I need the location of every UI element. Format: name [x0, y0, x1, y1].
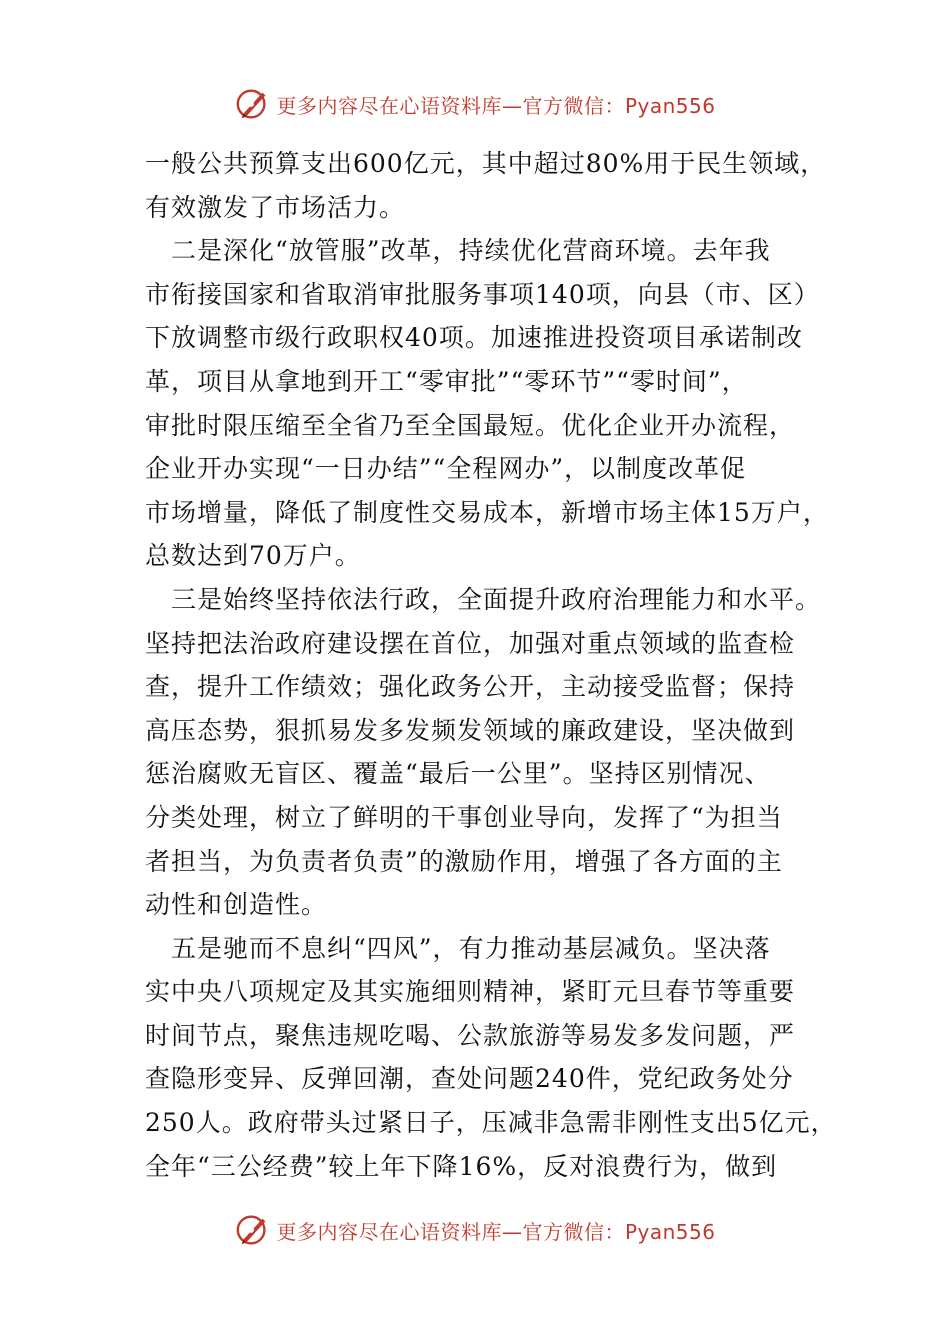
text-line: 高压态势，狠抓易发多发频发领域的廉政建设，坚决做到	[145, 715, 796, 745]
text-line: 时间节点，聚焦违规吃喝、公款旅游等易发多发问题，严	[145, 1020, 796, 1050]
text-line: 查隐形变异、反弹回潮，查处问题240件，党纪政务处分	[145, 1064, 794, 1094]
footer-banner-text: 更多内容尽在心语资料库—官方微信：Pyan556	[276, 1219, 716, 1244]
text-line: 下放调整市级行政职权40项。加速推进投资项目承诺制改	[145, 323, 803, 353]
text-line: 坚持把法治政府建设摆在首位，加强对重点领域的监查检	[145, 628, 796, 658]
footer-banner	[0, 1210, 950, 1250]
text-line: 市衔接国家和省取消审批服务事项140项，向县（市、区）	[145, 279, 820, 309]
text-line: 分类处理，树立了鲜明的干事创业导向，发挥了“为担当	[145, 802, 783, 832]
text-line: 审批时限压缩至全省乃至全国最短。优化企业开办流程，	[145, 410, 796, 440]
text-line: 动性和创造性。	[145, 890, 328, 920]
text-line: 者担当，为负责者负责”的激励作用，增强了各方面的主	[145, 846, 783, 876]
text-line: 总数达到70万户。	[145, 541, 361, 571]
text-line: 查，提升工作绩效；强化政务公开，主动接受监督；保持	[145, 672, 796, 702]
text-line: 五是驰而不息纠“四风”，有力推动基层减负。坚决落	[145, 933, 771, 963]
text-line: 250人。政府带头过紧日子，压减非急需非刚性支出5亿元，	[145, 1108, 837, 1138]
text-line: 惩治腐败无盲区、覆盖“最后一公里”。坚持区别情况、	[145, 759, 771, 789]
text-line: 实中央八项规定及其实施细则精神，紧盯元旦春节等重要	[145, 977, 796, 1007]
header-banner-text: 更多内容尽在心语资料库—官方微信：Pyan556	[276, 93, 716, 118]
document-body	[145, 142, 837, 1188]
pen-circle-logo-icon	[234, 85, 272, 123]
text-line: 企业开办实现“一日办结”“全程网办”，以制度改革促	[145, 454, 747, 484]
header-banner	[0, 84, 950, 124]
text-line: 全年“三公经费”较上年下降16%，反对浪费行为，做到	[145, 1151, 778, 1181]
text-line: 市场增量，降低了制度性交易成本，新增市场主体15万户，	[145, 497, 829, 527]
pen-circle-logo-icon	[234, 1211, 272, 1249]
text-line: 一般公共预算支出600亿元，其中超过80%用于民生领域，	[145, 149, 827, 178]
text-line: 有效激发了市场活力。	[145, 192, 406, 222]
text-line: 革，项目从拿地到开工“零审批”“零环节”“零时间”，	[145, 366, 748, 396]
text-line: 二是深化“放管服”改革，持续优化营商环境。去年我	[145, 236, 771, 266]
text-line: 三是始终坚持依法行政，全面提升政府治理能力和水平。	[145, 584, 822, 614]
